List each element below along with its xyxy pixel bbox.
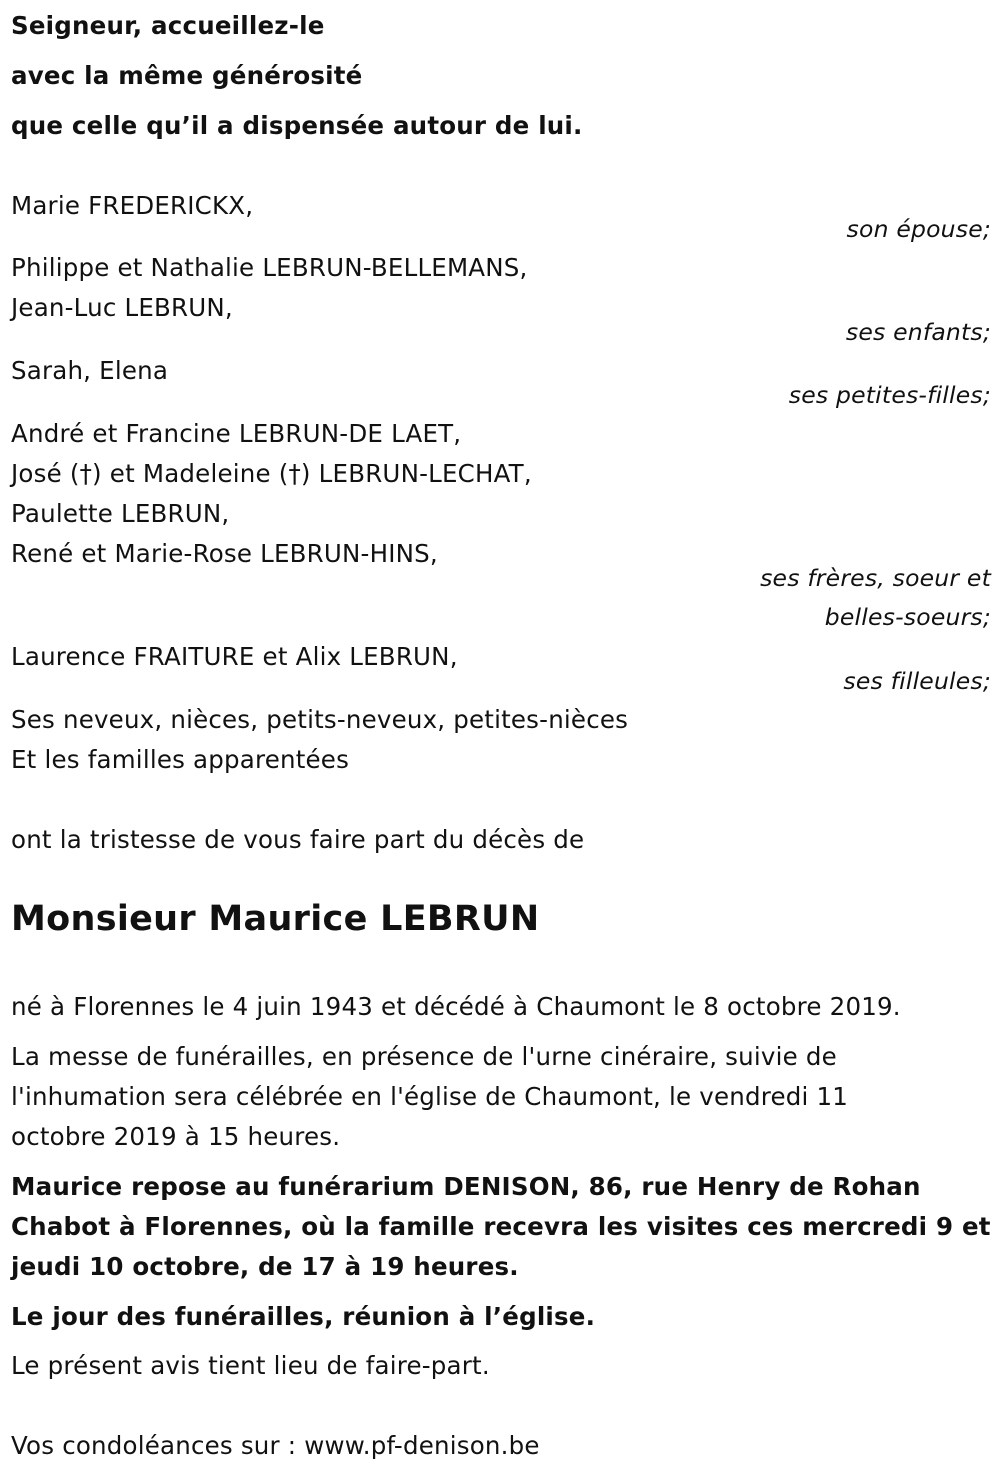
announcement-text: ont la tristesse de vous faire part du décès de xyxy=(11,825,585,854)
children-role: ses enfants; xyxy=(845,318,991,346)
mass-line-3: octobre 2019 à 15 heures. xyxy=(11,1122,341,1151)
goddaughters-names: Laurence FRAITURE et Alix LEBRUN, xyxy=(11,642,458,671)
granddaughters-names: Sarah, Elena xyxy=(11,356,169,385)
child-name-2: Jean-Luc LEBRUN, xyxy=(11,293,233,322)
spouse-name: Marie FREDERICKX, xyxy=(11,191,254,220)
visitation-line-3: jeudi 10 octobre, de 17 à 19 heures. xyxy=(11,1252,519,1281)
sibling-name-2: José (†) et Madeleine (†) LEBRUN-LECHAT, xyxy=(11,459,532,488)
condolences-text: Vos condoléances sur : www.pf-denison.be xyxy=(11,1431,540,1460)
sibling-name-4: René et Marie-Rose LEBRUN-HINS, xyxy=(11,539,438,568)
spouse-role: son épouse; xyxy=(846,215,991,243)
granddaughters-role: ses petites-filles; xyxy=(788,381,991,409)
child-name-1: Philippe et Nathalie LEBRUN-BELLEMANS, xyxy=(11,253,528,282)
notice-text: Le présent avis tient lieu de faire-part. xyxy=(11,1351,490,1380)
siblings-role-line-2: belles-soeurs; xyxy=(824,603,991,631)
prayer-line-2: avec la même générosité xyxy=(11,61,363,90)
goddaughters-role: ses filleules; xyxy=(843,667,991,695)
obituary-notice xyxy=(11,0,991,1481)
birth-death-text: né à Florennes le 4 juin 1943 et décédé à Chaumont le 8 octobre 2019. xyxy=(11,992,901,1021)
siblings-role-line-1: ses frères, soeur et xyxy=(760,564,991,592)
prayer-line-1: Seigneur, accueillez-le xyxy=(11,11,325,40)
others-line-2: Et les familles apparentées xyxy=(11,745,350,774)
prayer-line-3: que celle qu’il a dispensée autour de lui. xyxy=(11,111,583,140)
visitation-line-2: Chabot à Florennes, où la famille recevra les visites ces mercredi 9 et xyxy=(11,1212,991,1241)
sibling-name-3: Paulette LEBRUN, xyxy=(11,499,230,528)
mass-line-2: l'inhumation sera célébrée en l'église de Chaumont, le vendredi 11 xyxy=(11,1082,849,1111)
deceased-name: Monsieur Maurice LEBRUN xyxy=(11,899,540,939)
sibling-name-1: André et Francine LEBRUN-DE LAET, xyxy=(11,419,462,448)
others-line-1: Ses neveux, nièces, petits-neveux, petites-nièces xyxy=(11,705,629,734)
meeting-text: Le jour des funérailles, réunion à l’église. xyxy=(11,1302,596,1331)
mass-line-1: La messe de funérailles, en présence de l'urne cinéraire, suivie de xyxy=(11,1042,837,1071)
visitation-line-1: Maurice repose au funérarium DENISON, 86, rue Henry de Rohan xyxy=(11,1172,921,1201)
